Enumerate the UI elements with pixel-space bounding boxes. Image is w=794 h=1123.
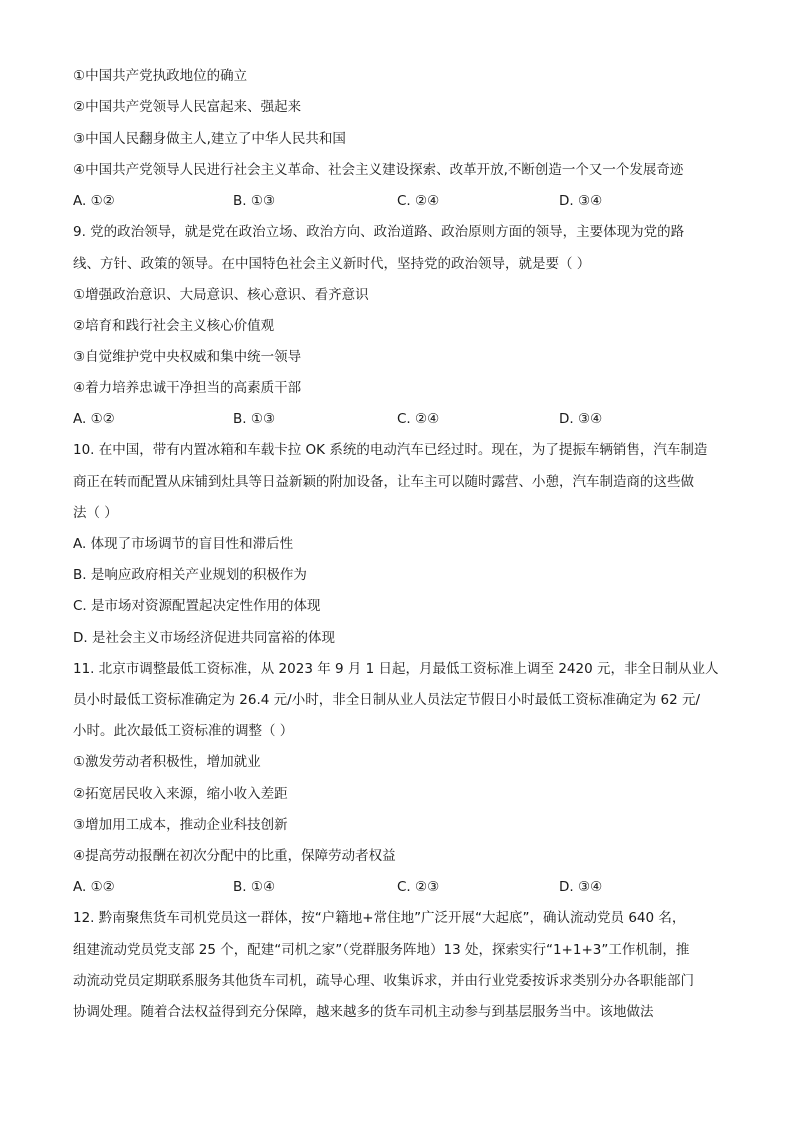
q11-stem-line-3: 小时。此次最低工资标准的调整（ ）	[73, 723, 294, 739]
q9-option-d: D. ③④	[559, 411, 603, 427]
q12-stem-line-4: 协调处理。随着合法权益得到充分保障，越来越多的货车司机主动参与到基层服务当中。该地做法	[73, 1004, 654, 1020]
q11-option-c: C. ②③	[397, 879, 440, 895]
q8-option-b: B. ①③	[233, 193, 276, 209]
q11-stem-line-1: 11. 北京市调整最低工资标准，从 2023 年 9 月 1 日起，月最低工资标准上调至 2420 元，非全日制从业人	[73, 661, 719, 677]
q11-stem-line-2: 员小时最低工资标准确定为 26.4 元/小时，非全日制从业人员法定节假日小时最低工资标准确定为 62 元/	[73, 692, 700, 708]
q11-option-d: D. ③④	[559, 879, 603, 895]
q9-option-c: C. ②④	[397, 411, 440, 427]
q11-options	[73, 877, 733, 897]
q9-item-3: ③自觉维护党中央权威和集中统一领导	[73, 349, 302, 365]
q10-option-a: A. 体现了市场调节的盲目性和滞后性	[73, 536, 294, 552]
q10-stem-line-2: 商正在转而配置从床铺到灶具等日益新颖的附加设备，让车主可以随时露营、小憩，汽车制造商的这些做	[73, 474, 694, 490]
q11-item-2: ②拓宽居民收入来源，缩小收入差距	[73, 786, 288, 802]
q8-option-c: C. ②④	[397, 193, 440, 209]
q11-item-4: ④提高劳动报酬在初次分配中的比重，保障劳动者权益	[73, 848, 396, 864]
q9-item-2: ②培育和践行社会主义核心价值观	[73, 318, 275, 334]
q9-item-1: ①增强政治意识、大局意识、核心意识、看齐意识	[73, 287, 369, 303]
q9-option-b: B. ①③	[233, 411, 276, 427]
q9-item-4: ④着力培养忠诚干净担当的高素质干部	[73, 380, 302, 396]
q8-item-3: ③中国人民翻身做主人,建立了中华人民共和国	[73, 131, 346, 147]
q8-item-2: ②中国共产党领导人民富起来、强起来	[73, 99, 302, 115]
q10-option-c: C. 是市场对资源配置起决定性作用的体现	[73, 598, 321, 614]
q11-option-a: A. ①②	[73, 879, 115, 895]
q8-options	[73, 191, 733, 211]
q9-options	[73, 409, 733, 429]
q10-stem-line-1: 10. 在中国，带有内置冰箱和车载卡拉 OK 系统的电动汽车已经过时。现在，为了提振车辆销售，汽车制造	[73, 442, 708, 458]
q8-option-a: A. ①②	[73, 193, 115, 209]
q11-item-3: ③增加用工成本，推动企业科技创新	[73, 817, 288, 833]
q9-stem-line-1: 9. 党的政治领导，就是党在政治立场、政治方向、政治道路、政治原则方面的领导，主要体现为党的路	[73, 224, 685, 240]
q9-option-a: A. ①②	[73, 411, 115, 427]
q12-stem-line-2: 组建流动党员党支部 25 个，配建“司机之家”（党群服务阵地）13 处，探索实行“1+1+3”工作机制，推	[73, 942, 690, 958]
q9-stem-line-2: 线、方针、政策的领导。在中国特色社会主义新时代，坚持党的政治领导，就是要（ ）	[73, 256, 591, 272]
q11-option-b: B. ①④	[233, 879, 276, 895]
q8-item-1: ①中国共产党执政地位的确立	[73, 68, 248, 84]
q10-option-d: D. 是社会主义市场经济促进共同富裕的体现	[73, 630, 335, 646]
q12-stem-line-1: 12. 黔南聚焦货车司机党员这一群体，按“户籍地+常住地”广泛开展“大起底”，确认流动党员 640 名，	[73, 910, 686, 926]
q11-item-1: ①激发劳动者积极性，增加就业	[73, 754, 261, 770]
q10-option-b: B. 是响应政府相关产业规划的积极作为	[73, 567, 307, 583]
q10-stem-line-3: 法（ ）	[73, 505, 118, 521]
q12-stem-line-3: 动流动党员定期联系服务其他货车司机，疏导心理、收集诉求，并由行业党委按诉求类别分办各职能部门	[73, 973, 694, 989]
q8-option-d: D. ③④	[559, 193, 603, 209]
q8-item-4: ④中国共产党领导人民进行社会主义革命、社会主义建设探索、改革开放,不断创造一个又一个发展奇迹	[73, 162, 684, 178]
